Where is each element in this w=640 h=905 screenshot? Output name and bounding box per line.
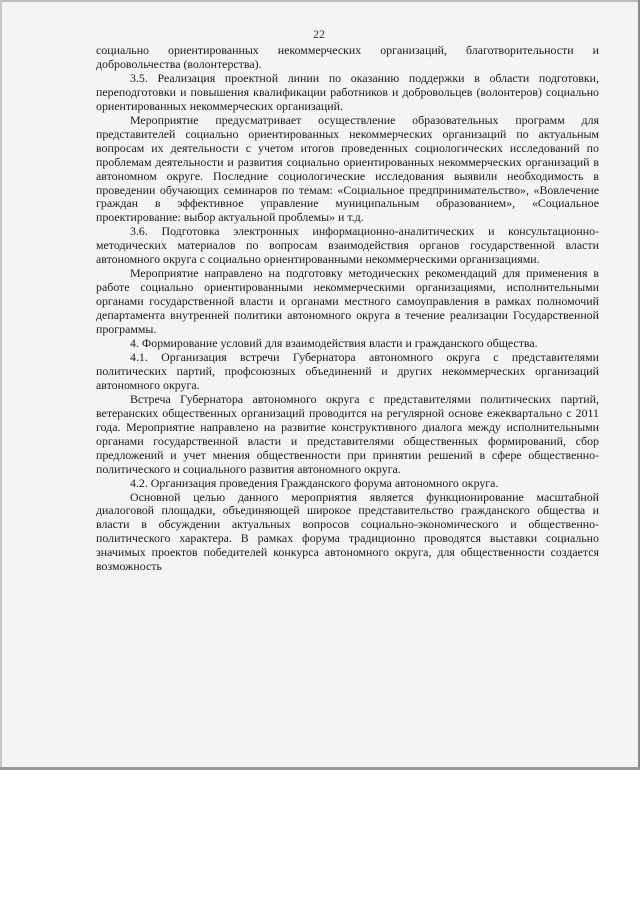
paragraph: Встреча Губернатора автономного округа с представителями политических партий, ветеранских общественных организаций проводится на регулярной основе ежеквартально с 2011 года. Мероприятие направлено на развитие конструктивного диалога между исполнительными органами государственной власти и представителями общественных формирований, сбор предложений и учет мнения общественности при принятии решений в сфере общественно-политического и социального развития автономного округа. [96,391,599,476]
paragraph: 3.6. Подготовка электронных информационно-аналитических и консультационно-методических материалов по вопросам взаимодействия органов государственной власти автономного округа с социально ориентированными некоммерческими организациями. [96,224,599,267]
paragraph: 3.5. Реализация проектной линии по оказанию поддержки в области подготовки, переподготовки и повышения квалификации работников и добровольцев (волонтеров) социально ориентированных некоммерческих организаций. [96,70,599,113]
scan-edge-top [0,0,638,2]
paragraph: 4. Формирование условий для взаимодействия власти и гражданского общества. [130,336,538,351]
scan-edge-left [0,0,2,767]
body-text [96,44,599,574]
paragraph: Мероприятие направлено на подготовку методических рекомендаций для применения в работе социально ориентированными некоммерческими организациями, исполнительными органами государственной власти и органами местного самоуправления в рамках полномочий департамента внутренней политики автономного округа в течение реализации Государственной программы. [96,266,599,337]
blank-area [0,773,640,905]
paragraph: социально ориентированных некоммерческих организаций, благотворительности и добровольчества (волонтерства). [96,43,599,71]
paragraph: 4.1. Организация встречи Губернатора автономного округа с представителями политических партий, профсоюзных объединений и других некоммерческих организаций автономного округа. [96,349,599,392]
paragraph: Мероприятие предусматривает осуществление образовательных программ для представителей социально ориентированных некоммерческих организаций по актуальным вопросам их деятельности с учетом итогов проведенных социологических исследований по проблемам деятельности и развития социально ориентированных некоммерческих организаций в автономном округе. Последние социологические исследования выявили необходимость в проведении обучающих семинаров по темам: «Социальное предпринимательство», «Вовлечение граждан в эффективное управление муниципальным образованием», «Социальное проектирование: выбор актуальной проблемы» и т.д. [96,112,599,225]
page-number: 22 [313,27,325,41]
paragraph: Основной целью данного мероприятия является функционирование масштабной диалоговой площадки, объединяющей широкое представительство гражданского общества и власти в обсуждении актуальных вопросов социально-экономического и общественно-политического характера. В рамках форума традиционно проводятся выставки социально значимых проектов победителей конкурса автономного округа, для общественности создается возможность [96,489,599,574]
paragraph: 4.2. Организация проведения Гражданского форума автономного округа. [130,475,499,490]
